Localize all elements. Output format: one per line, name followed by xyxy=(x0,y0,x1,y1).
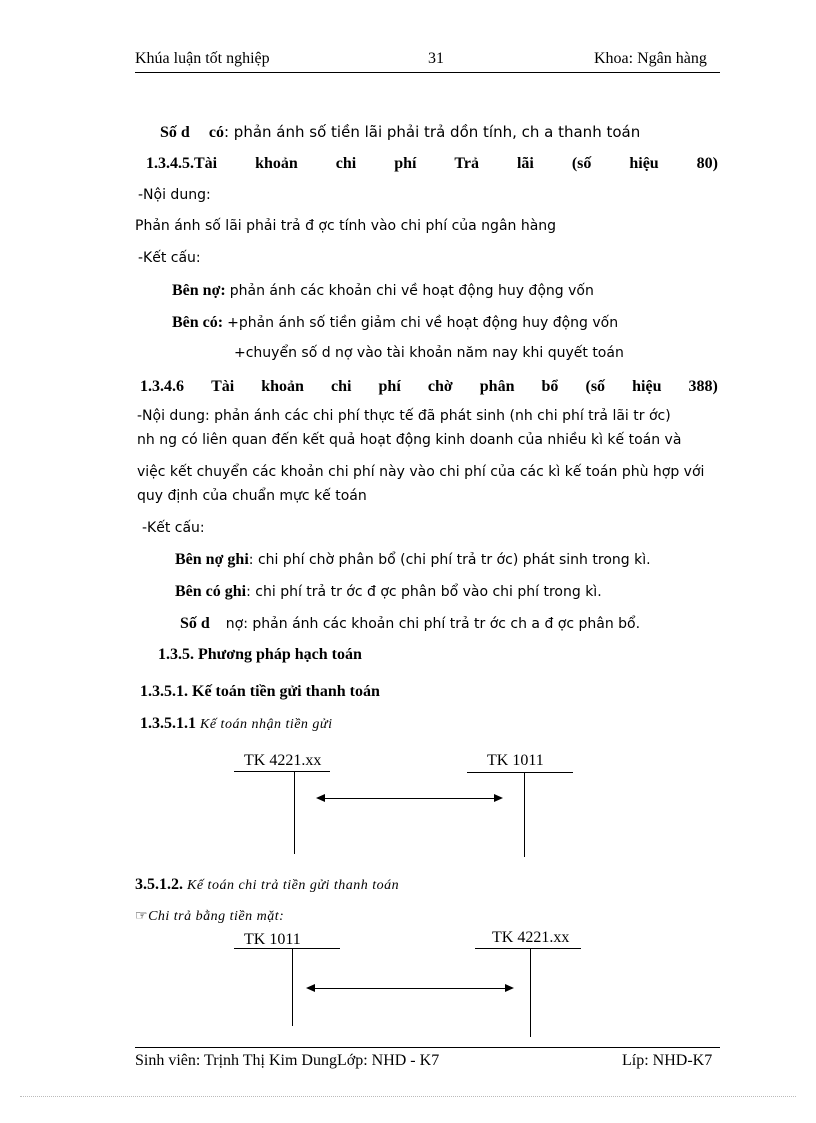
header-rule xyxy=(135,72,720,73)
noi-dung-2-line2: nh ng có liên quan đến kết quả hoạt động kinh doanh của nhiều kì kế toán và xyxy=(137,432,682,448)
page-edge-dotted-line xyxy=(20,1096,796,1097)
header-left: Khúa luận tốt nghiệp xyxy=(135,50,270,67)
diagram1-right-account: TK 1011 xyxy=(487,752,544,769)
header-right: Khoa: Ngân hàng xyxy=(594,50,707,67)
footer-rule xyxy=(135,1047,720,1048)
so-du-co-text: : phản ánh số tiền lãi phải trả dồn tính, ch a thanh toán xyxy=(223,123,641,141)
footer-class: Líp: NHD-K7 xyxy=(622,1052,713,1069)
noi-dung-1: -Nội dung: xyxy=(138,187,211,203)
chi-tra-line: ☞Chi trả bằng tiền mặt: xyxy=(135,909,285,924)
diagram1-left-account: TK 4221.xx xyxy=(244,752,322,769)
diagram2-right-account: TK 4221.xx xyxy=(492,929,570,946)
ben-no-2: Bên nợ ghi: chi phí chờ phân bổ (chi phí trả tr ớc) phát sinh trong kì. xyxy=(175,551,651,568)
diagram1-right-hline xyxy=(467,772,573,773)
diagram2-left-vline xyxy=(292,948,293,1026)
heading-1345: 1.3.4.5.Tài khoản chi phí Trả lãi (số hiệu 80) xyxy=(146,155,718,172)
diagram1-left-hline xyxy=(234,771,330,772)
noi-dung-2-line1: -Nội dung: phản ánh các chi phí thực tế đã phát sinh (nh chi phí trả lãi tr ớc) xyxy=(137,408,671,424)
noi-dung-2-line4: quy định của chuẩn mực kế toán xyxy=(137,488,367,504)
ben-co-1: Bên có: +phản ánh số tiền giảm chi về hoạt động huy động vốn xyxy=(172,314,619,331)
heading-1351: 1.3.5.1. Kế toán tiền gửi thanh toán xyxy=(140,683,380,700)
heading-13511: 1.3.5.1.1 Kế toán nhận tiền gửi xyxy=(140,715,333,732)
diagram2-left-account: TK 1011 xyxy=(244,931,301,948)
ben-co-2: Bên có ghi: chi phí trả tr ớc đ ợc phân bổ vào chi phí trong kì. xyxy=(175,583,602,600)
ben-no-1: Bên nợ: phản ánh các khoản chi về hoạt động huy động vốn xyxy=(172,282,594,299)
heading-1346: 1.3.4.6 Tài khoản chi phí chờ phân bổ (số hiệu 388) xyxy=(140,378,718,395)
footer-student: Sinh viên: Trịnh Thị Kim DungLớp: NHD - K7 xyxy=(135,1052,440,1069)
phan-anh-1: Phản ánh số lãi phải trả đ ợc tính vào chi phí của ngân hàng xyxy=(135,218,557,234)
so-du-co-word: có xyxy=(208,124,224,141)
so-du-co-line xyxy=(160,123,640,142)
heading-3512: 3.5.1.2. Kế toán chi trả tiền gửi thanh toán xyxy=(135,876,400,893)
heading-135: 1.3.5. Phương pháp hạch toán xyxy=(158,646,362,663)
diagram2-right-vline xyxy=(530,948,531,1037)
diagram2-right-hline xyxy=(475,948,581,949)
so-du-co-label: Số d xyxy=(160,124,190,141)
diagram1-right-vline xyxy=(524,772,525,857)
ket-cau-2: -Kết cấu: xyxy=(142,520,205,536)
noi-dung-2-line3: việc kết chuyển các khoản chi phí này vào chi phí của các kì kế toán phù hợp với xyxy=(137,464,705,480)
page-number: 31 xyxy=(428,50,444,67)
diagram2-double-arrow xyxy=(308,988,512,989)
diagram1-left-vline xyxy=(294,771,295,854)
diagram1-double-arrow xyxy=(318,798,501,799)
pointing-hand-icon: ☞ xyxy=(135,909,149,924)
so-du-no: Số d nợ: phản ánh các khoản chi phí trả tr ớc ch a đ ợc phân bổ. xyxy=(180,615,641,632)
chuyen-so-du: +chuyển số d nợ vào tài khoản năm nay khi quyết toán xyxy=(234,345,624,361)
ket-cau-1: -Kết cấu: xyxy=(138,250,201,266)
diagram2-left-hline xyxy=(234,948,340,949)
